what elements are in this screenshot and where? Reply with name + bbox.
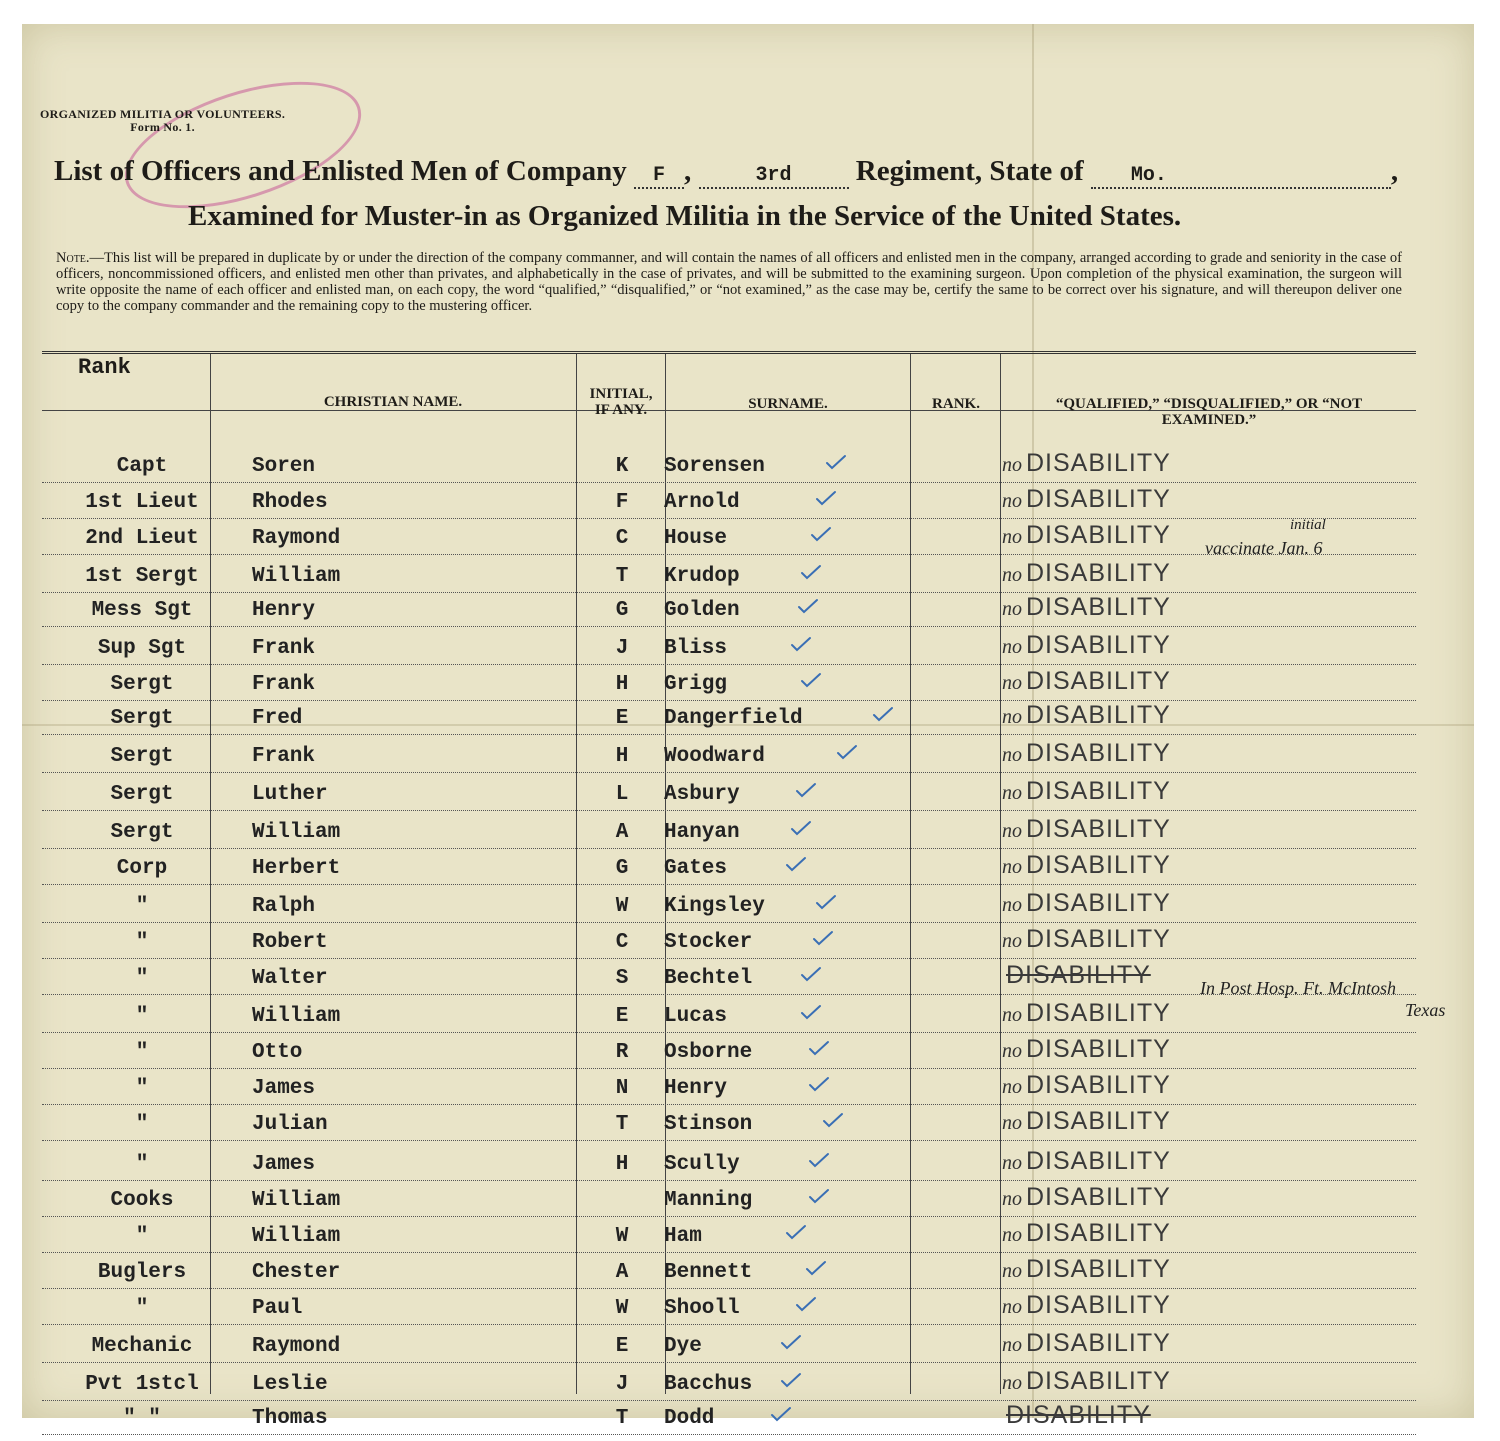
christian-name-cell: Henry	[252, 599, 316, 622]
christian-name-cell: James	[252, 1077, 316, 1100]
table-row	[42, 812, 1416, 849]
table-row	[42, 996, 1416, 1033]
instruction-note	[56, 250, 1402, 314]
disability-stamp: DISABILITY	[1026, 667, 1171, 695]
checkmark-icon	[808, 1076, 830, 1092]
rank-cell: "	[135, 1077, 149, 1100]
table-row	[42, 1398, 1416, 1435]
surname-cell: Grigg	[664, 673, 728, 696]
header-result	[1002, 396, 1416, 428]
checkmark-icon	[800, 966, 822, 982]
company-field: F	[634, 164, 684, 189]
rank-cell: Mess Sgt	[91, 599, 193, 622]
checkmark-icon	[810, 526, 832, 542]
checkmark-icon	[822, 1112, 844, 1128]
checkmark-icon	[815, 894, 837, 910]
initial-cell: T	[615, 1407, 629, 1430]
initial-cell: H	[615, 745, 629, 768]
form-label-line2: Form No. 1.	[130, 120, 195, 134]
surname-cell: Stocker	[664, 931, 753, 954]
surname-cell: Golden	[664, 599, 740, 622]
checkmark-icon	[836, 744, 858, 760]
checkmark-icon	[795, 1296, 817, 1312]
rank-cell: "	[135, 967, 149, 990]
christian-name-cell: William	[252, 1189, 341, 1212]
handwritten-no: no	[1002, 672, 1022, 694]
result-cell	[1002, 1147, 1171, 1176]
header-initial-line2: IF ANY.	[594, 402, 648, 418]
disability-stamp: DISABILITY	[1026, 815, 1171, 843]
rank-cell: Sergt	[110, 673, 174, 696]
surname-cell: Bliss	[664, 637, 728, 660]
disability-stamp: DISABILITY	[1026, 1367, 1171, 1395]
checkmark-icon	[812, 930, 834, 946]
checkmark-icon	[808, 1188, 830, 1204]
surname-cell: Krudop	[664, 565, 740, 588]
result-cell	[1002, 631, 1171, 660]
table-top-rule	[42, 351, 1416, 354]
initial-cell: C	[615, 527, 629, 550]
result-cell	[1002, 777, 1171, 806]
table-row	[42, 1104, 1416, 1141]
disability-stamp: DISABILITY	[1026, 1107, 1171, 1135]
initial-cell: F	[615, 491, 629, 514]
christian-name-cell: James	[252, 1153, 316, 1176]
surname-cell: Dodd	[664, 1407, 715, 1430]
handwritten-no: no	[1002, 1004, 1022, 1026]
checkmark-icon	[872, 706, 894, 722]
checkmark-icon	[800, 1004, 822, 1020]
christian-name-cell: Soren	[252, 455, 316, 478]
handwritten-no: no	[1002, 1188, 1022, 1210]
initial-cell: N	[615, 1077, 629, 1100]
table-row	[42, 556, 1416, 593]
surname-cell: Henry	[664, 1077, 728, 1100]
christian-name-cell: Chester	[252, 1261, 341, 1284]
table-row	[42, 848, 1416, 885]
rank-cell: "	[135, 1153, 149, 1176]
checkmark-icon	[800, 672, 822, 688]
handwritten-no: no	[1002, 706, 1022, 728]
table-row	[42, 886, 1416, 923]
checkmark-icon	[808, 1040, 830, 1056]
note-text: —This list will be prepared in duplicate by or under the direction of the company commanner, and will contain the names of all officers and enlisted men in the company, arranged according to grade and seniority in the case of officers, noncommissioned officers, and enlisted men other than privates, and alphabetically in the case of privates, and will be submitted to the examining surgeon. Upon completion of the physical examination, the surgeon will write opposite the name of each officer and enlisted man, on each copy, the word “qualified,” “disqualified,” or “not examined,” as the case may be, certify the same to be correct over his signature, and will thereupon deliver one copy to the company commander and the remaining copy to the mustering officer.	[56, 250, 1402, 314]
header-rank-handwritten: Rank	[78, 355, 131, 380]
handwritten-no: no	[1002, 598, 1022, 620]
result-cell	[1002, 851, 1171, 880]
checkmark-icon	[797, 598, 819, 614]
result-cell	[1002, 1219, 1171, 1248]
handwritten-note-bechtel: In Post Hosp. Ft. McIntosh	[1200, 978, 1396, 998]
result-cell	[1002, 999, 1171, 1028]
surname-cell: Dangerfield	[664, 707, 803, 730]
handwritten-note-house: vaccinate Jan. 6	[1205, 538, 1323, 558]
christian-name-cell: Herbert	[252, 857, 341, 880]
christian-name-cell: Thomas	[252, 1407, 328, 1430]
surname-cell: Hanyan	[664, 821, 740, 844]
table-row	[42, 1216, 1416, 1253]
handwritten-no: no	[1002, 856, 1022, 878]
checkmark-icon	[780, 1372, 802, 1388]
table-row	[42, 590, 1416, 627]
rank-cell: "	[135, 1225, 149, 1248]
initial-cell: E	[615, 1335, 629, 1358]
checkmark-icon	[805, 1260, 827, 1276]
initial-cell: W	[615, 1225, 629, 1248]
rank-cell: Capt	[116, 455, 168, 478]
rank-cell: "	[135, 1041, 149, 1064]
header-rank: RANK.	[932, 396, 980, 412]
disability-stamp: DISABILITY	[1026, 1291, 1171, 1319]
disability-stamp: DISABILITY	[1026, 999, 1171, 1027]
disability-stamp: DISABILITY	[1026, 1219, 1171, 1247]
surname-cell: Stinson	[664, 1113, 753, 1136]
handwritten-no: no	[1002, 564, 1022, 586]
disability-stamp: DISABILITY	[1026, 701, 1171, 729]
christian-name-cell: Ralph	[252, 895, 316, 918]
surname-cell: Shooll	[664, 1297, 740, 1320]
result-cell	[1002, 701, 1171, 730]
disability-stamp: DISABILITY	[1026, 1147, 1171, 1175]
result-cell	[1002, 739, 1171, 768]
handwritten-no: no	[1002, 636, 1022, 658]
table-row	[42, 1288, 1416, 1325]
checkmark-icon	[795, 782, 817, 798]
table-row	[42, 774, 1416, 811]
surname-cell: Bechtel	[664, 967, 753, 990]
initial-cell: W	[615, 1297, 629, 1320]
christian-name-cell: Otto	[252, 1041, 303, 1064]
initial-cell: A	[615, 821, 629, 844]
initial-cell: E	[615, 707, 629, 730]
disability-stamp: DISABILITY	[1026, 777, 1171, 805]
initial-cell: E	[615, 1005, 629, 1028]
table-row	[42, 446, 1416, 483]
disability-stamp: DISABILITY	[1026, 1071, 1171, 1099]
handwritten-no: no	[1002, 1296, 1022, 1318]
christian-name-cell: Raymond	[252, 1335, 341, 1358]
table-row	[42, 628, 1416, 665]
form-label-line1: ORGANIZED MILITIA OR VOLUNTEERS.	[40, 107, 286, 121]
handwritten-no: no	[1002, 490, 1022, 512]
result-cell	[1002, 1329, 1171, 1358]
christian-name-cell: Walter	[252, 967, 328, 990]
state-field: Mo.	[1091, 164, 1391, 189]
surname-cell: Bacchus	[664, 1373, 753, 1396]
disability-stamp: DISABILITY	[1006, 961, 1151, 989]
handwritten-no: no	[1002, 894, 1022, 916]
initial-cell: L	[615, 783, 629, 806]
initial-cell: A	[615, 1261, 629, 1284]
rank-cell: Sergt	[110, 745, 174, 768]
result-cell	[1002, 961, 1151, 990]
table-row	[42, 1144, 1416, 1181]
christian-name-cell: Frank	[252, 637, 316, 660]
rank-cell: 2nd Lieut	[85, 527, 199, 550]
handwritten-no: no	[1002, 454, 1022, 476]
rank-cell: Sergt	[110, 707, 174, 730]
disability-stamp: DISABILITY	[1026, 593, 1171, 621]
result-cell	[1002, 1291, 1171, 1320]
surname-cell: Dye	[664, 1335, 702, 1358]
result-cell	[1002, 815, 1171, 844]
initial-cell: G	[615, 599, 629, 622]
table-row	[42, 1180, 1416, 1217]
result-cell	[1002, 559, 1171, 588]
handwritten-no: no	[1002, 1372, 1022, 1394]
surname-cell: House	[664, 527, 728, 550]
title-part1: List of Officers and Enlisted Men of Company	[54, 155, 627, 187]
rank-cell: Sup Sgt	[97, 637, 187, 660]
surname-cell: Woodward	[664, 745, 765, 768]
disability-stamp: DISABILITY	[1026, 521, 1171, 549]
result-cell	[1002, 593, 1171, 622]
table-row	[42, 1068, 1416, 1105]
handwritten-no: no	[1002, 820, 1022, 842]
handwritten-note-house-above: initial	[1290, 517, 1326, 533]
surname-cell: Sorensen	[664, 455, 765, 478]
initial-cell: T	[615, 1113, 629, 1136]
rank-cell: Sergt	[110, 783, 174, 806]
header-initial-line1: INITIAL,	[589, 386, 653, 402]
disability-stamp: DISABILITY	[1026, 739, 1171, 767]
handwritten-no: no	[1002, 1112, 1022, 1134]
rank-cell: " "	[123, 1407, 161, 1430]
result-cell	[1002, 889, 1171, 918]
handwritten-no: no	[1002, 930, 1022, 952]
initial-cell: J	[615, 637, 629, 660]
table-row	[42, 1032, 1416, 1069]
checkmark-icon	[808, 1152, 830, 1168]
rank-cell: Corp	[116, 857, 168, 880]
checkmark-icon	[790, 820, 812, 836]
result-cell	[1002, 1183, 1171, 1212]
initial-cell: T	[615, 565, 629, 588]
christian-name-cell: William	[252, 565, 341, 588]
rank-cell: Cooks	[110, 1189, 174, 1212]
handwritten-no: no	[1002, 1152, 1022, 1174]
christian-name-cell: Frank	[252, 673, 316, 696]
christian-name-cell: William	[252, 1005, 341, 1028]
handwritten-note-bechtel-2: Texas	[1405, 1000, 1446, 1020]
disability-stamp: DISABILITY	[1026, 485, 1171, 513]
christian-name-cell: Rhodes	[252, 491, 328, 514]
header-result-line1: “QUALIFIED,” “DISQUALIFIED,” OR “NOT	[1055, 396, 1363, 412]
handwritten-no: no	[1002, 1076, 1022, 1098]
handwritten-no: no	[1002, 1260, 1022, 1282]
christian-name-cell: Robert	[252, 931, 328, 954]
handwritten-no: no	[1002, 526, 1022, 548]
checkmark-icon	[800, 564, 822, 580]
christian-name-cell: William	[252, 1225, 341, 1248]
checkmark-icon	[815, 490, 837, 506]
table-row	[42, 1364, 1416, 1401]
surname-cell: Ham	[664, 1225, 702, 1248]
surname-cell: Manning	[664, 1189, 753, 1212]
result-cell	[1002, 1107, 1171, 1136]
rank-cell: 1st Sergt	[85, 565, 199, 588]
checkmark-icon	[785, 1224, 807, 1240]
disability-stamp: DISABILITY	[1026, 1255, 1171, 1283]
handwritten-no: no	[1002, 782, 1022, 804]
rank-cell: "	[135, 931, 149, 954]
rank-cell: "	[135, 895, 149, 918]
result-cell	[1002, 521, 1171, 550]
table-row	[42, 1252, 1416, 1289]
disability-stamp: DISABILITY	[1026, 889, 1171, 917]
disability-stamp: DISABILITY	[1026, 1329, 1171, 1357]
christian-name-cell: Fred	[252, 707, 303, 730]
table-row	[42, 482, 1416, 519]
surname-cell: Scully	[664, 1153, 740, 1176]
checkmark-icon	[780, 1334, 802, 1350]
table-row	[42, 922, 1416, 959]
handwritten-no: no	[1002, 1224, 1022, 1246]
rank-cell: Pvt 1stcl	[85, 1373, 199, 1396]
title-part2: Regiment, State of	[855, 155, 1084, 187]
surname-cell: Gates	[664, 857, 728, 880]
header-result-line2: EXAMINED.”	[1161, 412, 1257, 428]
regiment-field: 3rd	[699, 164, 849, 189]
initial-cell: H	[615, 673, 629, 696]
christian-name-cell: Raymond	[252, 527, 341, 550]
rank-cell: 1st Lieut	[85, 491, 199, 514]
disability-stamp: DISABILITY	[1026, 1035, 1171, 1063]
christian-name-cell: Luther	[252, 783, 328, 806]
initial-cell: G	[615, 857, 629, 880]
result-cell	[1002, 925, 1171, 954]
disability-stamp: DISABILITY	[1026, 851, 1171, 879]
header-initial	[578, 386, 664, 418]
table-row	[42, 664, 1416, 701]
rank-cell: "	[135, 1113, 149, 1136]
table-row	[42, 736, 1416, 773]
disability-stamp: DISABILITY	[1026, 559, 1171, 587]
checkmark-icon	[770, 1406, 792, 1422]
checkmark-icon	[785, 856, 807, 872]
rank-cell: Buglers	[97, 1261, 187, 1284]
christian-name-cell: Leslie	[252, 1373, 328, 1396]
header-surname: SURNAME.	[748, 396, 828, 412]
initial-cell: C	[615, 931, 629, 954]
rank-cell: "	[135, 1005, 149, 1028]
initial-cell: K	[615, 455, 629, 478]
document-subtitle: Examined for Muster-in as Organized Militia in the Service of the United States.	[188, 200, 1182, 232]
handwritten-no: no	[1002, 1334, 1022, 1356]
table-row	[42, 698, 1416, 735]
rank-cell: Mechanic	[91, 1335, 193, 1358]
initial-cell: H	[615, 1153, 629, 1176]
result-cell	[1002, 1035, 1171, 1064]
surname-cell: Asbury	[664, 783, 740, 806]
surname-cell: Lucas	[664, 1005, 728, 1028]
document-title: List of Officers and Enlisted Men of Company F , 3rd Regiment, State of Mo. ,	[54, 155, 1399, 187]
result-cell	[1002, 667, 1171, 696]
disability-stamp: DISABILITY	[1026, 925, 1171, 953]
result-cell	[1002, 1367, 1171, 1396]
handwritten-no: no	[1002, 744, 1022, 766]
checkmark-icon	[790, 636, 812, 652]
checkmark-icon	[825, 454, 847, 470]
header-christian-name: CHRISTIAN NAME.	[323, 394, 463, 410]
christian-name-cell: Paul	[252, 1297, 303, 1320]
rank-cell: Sergt	[110, 821, 174, 844]
surname-cell: Arnold	[664, 491, 740, 514]
christian-name-cell: Julian	[252, 1113, 328, 1136]
surname-cell: Kingsley	[664, 895, 765, 918]
note-label: Note.	[56, 250, 90, 266]
disability-stamp: DISABILITY	[1006, 1401, 1151, 1429]
result-cell	[1002, 449, 1171, 478]
surname-cell: Bennett	[664, 1261, 753, 1284]
christian-name-cell: Frank	[252, 745, 316, 768]
table-row	[42, 1326, 1416, 1363]
disability-stamp: DISABILITY	[1026, 1183, 1171, 1211]
result-cell	[1002, 485, 1171, 514]
disability-stamp: DISABILITY	[1026, 449, 1171, 477]
handwritten-no: no	[1002, 1040, 1022, 1062]
result-cell	[1002, 1255, 1171, 1284]
initial-cell: W	[615, 895, 629, 918]
initial-cell: S	[615, 967, 629, 990]
initial-cell: J	[615, 1373, 629, 1396]
christian-name-cell: William	[252, 821, 341, 844]
rank-cell: "	[135, 1297, 149, 1320]
form-label	[40, 108, 285, 134]
disability-stamp: DISABILITY	[1026, 631, 1171, 659]
surname-cell: Osborne	[664, 1041, 753, 1064]
result-cell	[1002, 1071, 1171, 1100]
initial-cell: R	[615, 1041, 629, 1064]
result-cell	[1002, 1401, 1151, 1430]
